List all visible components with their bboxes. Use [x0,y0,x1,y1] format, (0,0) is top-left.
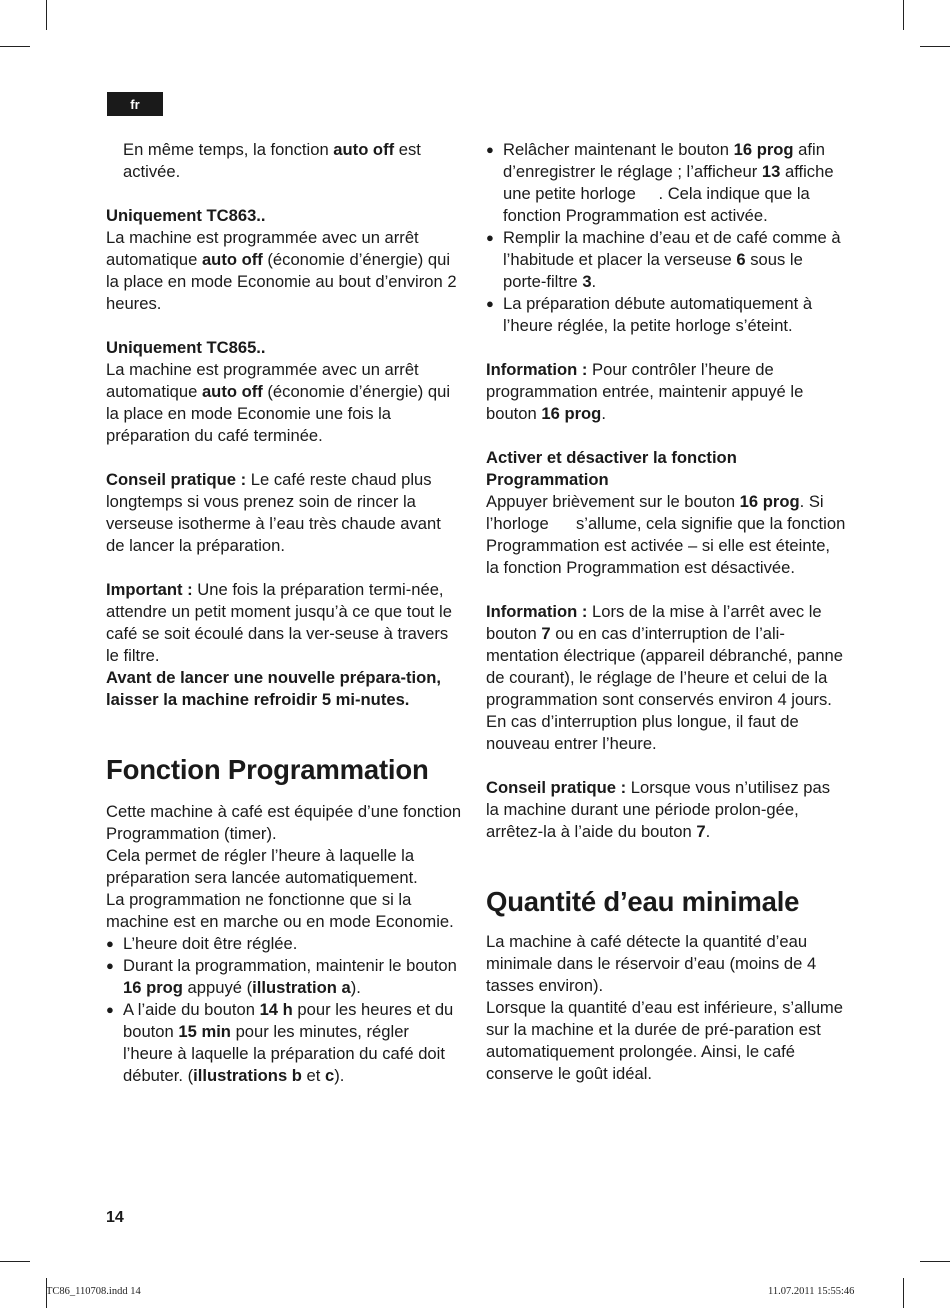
page-number: 14 [106,1209,124,1226]
water-paragraph: Lorsque la quantité d’eau est inférieure, s’allume sur la machine et la durée de pré-paration est automatiquement prolongée. Ainsi, le café conserve le goût idéal. [486,998,843,1083]
crop-mark [0,46,30,47]
crop-mark [920,1261,950,1262]
list-item: ● Relâcher maintenant le bouton 16 prog afin d’enregistrer le réglage ; l’afficheur 13 affiche une petite horloge . Cela indique que la fonction Programmation est activée. [486,139,846,227]
list-item: ● Remplir la machine d’eau et de café comme à l’habitude et placer la verseuse 6 sous le porte-filtre 3. [486,227,846,293]
activer-heading: Activer et désactiver la fonction Programmation [486,448,737,489]
language-tab: fr [107,92,163,116]
right-column [486,139,846,1085]
list-item: ● L’heure doit être réglée. [106,933,462,955]
crop-mark [0,1261,30,1262]
conseil-pratique: Conseil pratique : Le café reste chaud plus longtemps si vous prenez soin de rincer la verseuse isotherme à l’eau très chaude avant de lancer la préparation. [106,470,441,555]
list-item: ● Durant la programmation, maintenir le bouton 16 prog appuyé (illustration a). [106,955,462,999]
conseil-pratique: Conseil pratique : Lorsque vous n’utilisez pas la machine durant une période prolon-gée, arrêtez-la à l’aide du bouton 7. [486,778,830,841]
tc863-heading: Uniquement TC863.. [106,206,266,225]
crop-mark [903,1278,904,1308]
left-column [106,139,462,1087]
crop-mark [920,46,950,47]
footer-file-info: TC86_110708.indd 14 [46,1286,141,1297]
crop-mark [46,0,47,30]
list-item: ● La préparation débute automatiquement à l’heure réglée, la petite horloge s’éteint. [486,293,846,337]
section-heading-quantite-eau: Quantité d’eau minimale [486,886,800,917]
prog-paragraph: Cette machine à café est équipée d’une fonction Programmation (timer). [106,802,462,843]
footer-date: 11.07.2011 15:55:46 [768,1286,855,1297]
tc865-text: La machine est programmée avec un arrêt automatique auto off (économie d’énergie) qui la place en mode Economie une fois la préparation du café terminée. [106,360,451,445]
water-paragraph: La machine à café détecte la quantité d’eau minimale dans le réservoir d’eau (moins de 4 tasses environ). [486,932,817,995]
section-heading-programmation: Fonction Programmation [106,754,429,785]
information-note: Information : Pour contrôler l’heure de programmation entrée, maintenir appuyé le bouton 16 prog. [486,360,804,423]
crop-mark [903,0,904,30]
information-note: Information : Lors de la mise à l’arrêt avec le bouton 7 ou en cas d’interruption de l’ali-mentation électrique (appareil débranché, panne de courant), le réglage de l’heure et celui de la programmation sont conservés environ 4 jours. En cas d’interruption plus longue, il faut de nouveau entrer l’heure. [486,602,844,753]
prog-paragraph: Cela permet de régler l’heure à laquelle la préparation sera lancée automatiquement. [106,846,418,887]
important-note: Important : Une fois la préparation termi-née, attendre un petit moment jusqu’à ce que tout le café se soit écoulé dans la ver-seuse à travers le filtre. [106,580,452,665]
activer-text: Appuyer brièvement sur le bouton 16 prog. Si l’horloge s’allume, cela signifie que la fonction Programmation est activée – si elle est éteinte, la fonction Programmation est désactivée. [486,492,846,577]
list-item: ● A l’aide du bouton 14 h pour les heures et du bouton 15 min pour les minutes, régler l’heure à laquelle la préparation du café doit débuter. (illustrations b et c). [106,999,462,1087]
tc865-heading: Uniquement TC865.. [106,338,266,357]
tc863-text: La machine est programmée avec un arrêt automatique auto off (économie d’énergie) qui la place en mode Economie au bout d’environ 2 heures. [106,228,457,313]
auto-off-note: En même temps, la fonction auto off est activée. [123,140,421,181]
important-warning: Avant de lancer une nouvelle prépara-tion, laisser la machine refroidir 5 mi-nutes. [106,668,442,709]
prog-paragraph: La programmation ne fonctionne que si la machine est en marche ou en mode Economie. [106,890,454,931]
